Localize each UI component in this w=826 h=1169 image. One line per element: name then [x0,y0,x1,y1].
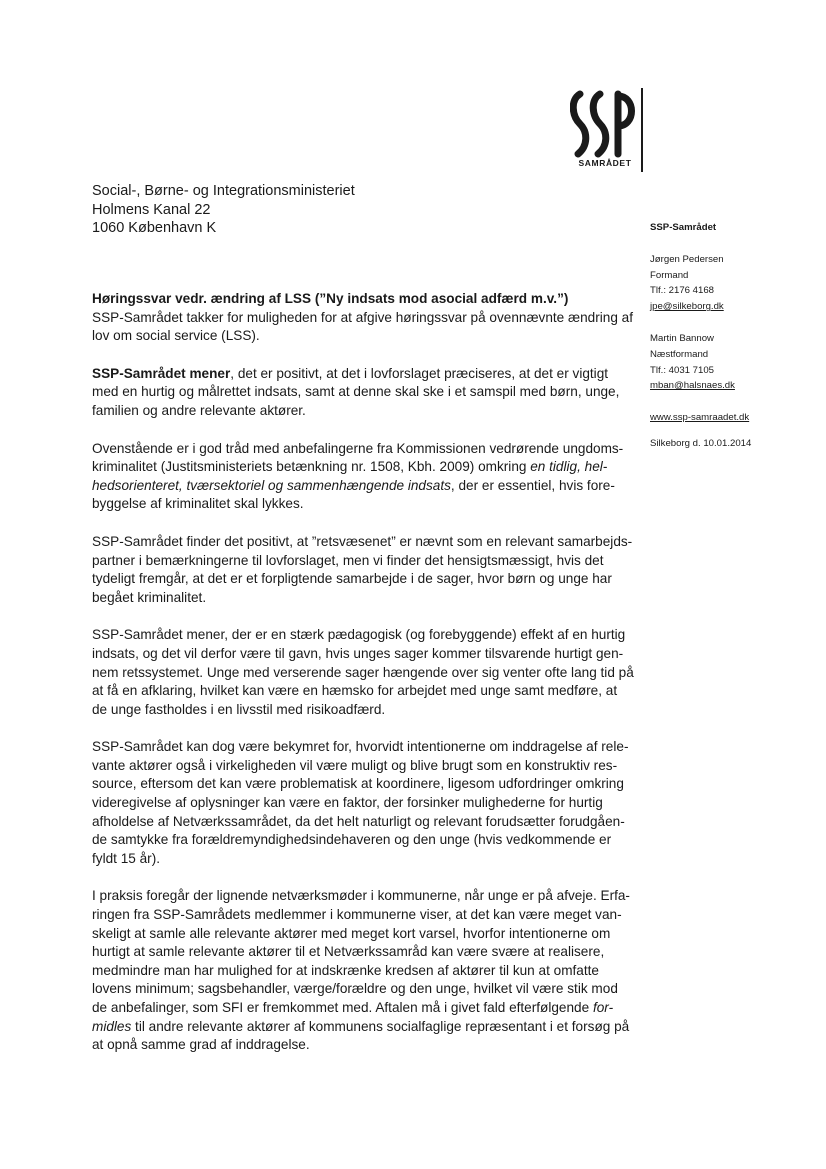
contact-role: Formand [650,269,689,281]
text-line: source, eftersom det kan være problematisk at koordinere, ligesom udfordringer omkring [92,776,624,792]
text-line: partner i bemærkningerne til lovforslaget, men vi finder det hensigtsmæssigt, hvis det [92,552,604,568]
contact-role: Næstformand [650,348,709,360]
text-line: at få en afklaring, hvilket kan være en hæmsko for arbejdet med unge samt medføre, at [92,683,618,699]
text-line: ringen fra SSP-Samrådets medlemmer i kommunerne viser, at det kan være meget van- [92,907,622,923]
italic-run: midles [92,1018,132,1034]
text-line [92,477,632,496]
text-line: afholdelse af Netværkssamrådet, da det helt naturligt og relevant forudsætter forudgåen- [92,813,625,829]
text-line: tydeligt fremgår, at det er et forpligtende samarbejde i de sager, hvor børn og unge har [92,571,612,587]
bold-lead: SSP-Samrådet mener [92,365,231,381]
recipient-line: Social-, Børne- og Integrationsministeriet [92,183,355,199]
text-line: indsats, og det vil derfor være til gavn, hvis unges sager kommer tilsvarende hurtigt gen- [92,645,624,661]
contact-email-link[interactable]: jpe@silkeborg.dk [650,301,724,313]
text-line: skeligt at samle alle relevante aktører med meget kort varsel, hvorfor intentionerne om [92,925,611,941]
text-line: fyldt 15 år). [92,850,160,866]
website-link[interactable]: www.ssp-samraadet.dk [650,412,750,424]
paragraph-5 [92,738,632,868]
letter-date: Silkeborg d. 10.01.2014 [650,437,752,449]
spacer [650,315,820,331]
paragraph-1 [92,365,632,421]
italic-run: en tidlig, hel- [530,459,608,475]
contact-name: Jørgen Pedersen [650,253,724,265]
italic-run: for- [592,1000,614,1015]
ssp-logo-mark [570,86,640,158]
contact-email-link[interactable]: mban@halsnaes.dk [650,380,735,392]
contact-phone: Tlf.: 4031 7105 [650,364,715,376]
text-run: kriminalitet (Justitsministeriets betænkning nr. 1508, Kbh. 2009) omkring [92,459,531,475]
text-line: de samtykke fra forældremyndighedsindehaveren og den unge (hvis vedkommende er [92,832,612,848]
paragraph-6 [92,887,632,1054]
text-run: , der er essentiel, hvis fore- [450,477,615,493]
text-line [92,999,632,1018]
italic-run: hedsorienteret, tværsektoriel og sammenhængende indsats [92,477,451,493]
contact-phone: Tlf.: 2176 4168 [650,285,715,297]
text-line: Ovenstående er i god tråd med anbefalingerne fra Kommissionen vedrørende ungdoms- [92,440,624,456]
text-line: SSP-Samrådet takker for muligheden for at afgive høringssvar på ovennævnte ændring af [92,309,634,325]
paragraph-4 [92,626,632,719]
text-line: I praksis foregår der lignende netværksmøder i kommunerne, når unge er på afveje. Erfa- [92,888,630,904]
contact-name: Martin Bannow [650,332,714,344]
text-line: at opnå samme grad af inddragelse. [92,1037,310,1053]
spacer [650,394,820,410]
letter-body [92,290,632,1074]
text-line: medmindre man har mulighed for at indskrænke kredsen af aktører til kun at omfatte [92,962,599,978]
intro-paragraph [92,290,632,346]
recipient-address [92,182,355,238]
logo-subtitle: SAMRÅDET [578,158,632,168]
text-run: , det er positivt, at det i lovforslaget præciseres, at det er vigtigt [230,365,609,381]
text-run: de anbefalinger, som SFI er fremkommet med. Aftalen må i givet fald efterfølgende [92,1000,593,1015]
text-line: med en hurtig og målrettet indsats, samt at denne skal ske i et samspil med børn, unge, [92,384,620,400]
text-line: videregivelse af oplysninger kan være en faktor, der forsinker mulighederne for hurtig [92,795,603,811]
text-run: til andre relevante aktører af kommunens socialfaglige repræsentant i et forsøg på [131,1018,630,1034]
letter-title: Høringssvar vedr. ændring af LSS (”Ny indsats mod asocial adfærd m.v.”) [92,291,569,306]
text-line: byggelse af kriminalitet skal lykkes. [92,496,304,512]
text-line: familien og andre relevante aktører. [92,402,306,418]
paragraph-2 [92,440,632,514]
recipient-line: Holmens Kanal 22 [92,201,211,218]
text-line [92,1018,632,1037]
text-line: lovens minimum; sagsbehandler, værge/forældre og den unge, hvilket vil være stik mod [92,981,618,997]
paragraph-3 [92,533,632,607]
sender-org: SSP-Samrådet [650,222,717,233]
text-line: nem retssystemet. Unge med verserende sager hængende over sig venter ofte lang tid på [92,664,634,680]
recipient-line: 1060 København K [92,220,217,236]
text-line: begået kriminalitet. [92,589,207,605]
spacer [650,426,820,436]
text-line: de unge fastholdes i en livsstil med risikoadfærd. [92,701,386,717]
text-line: SSP-Samrådet finder det positivt, at ”retsvæsenet” er nævnt som en relevant samarbejds- [92,533,633,549]
text-line: hurtigt at samle relevante aktører til et Netværkssamråd kan være svære at realisere, [92,944,605,960]
text-line [92,458,632,477]
text-line: SSP-Samrådet mener, der er en stærk pædagogisk (og forebyggende) effekt af en hurtig [92,627,626,643]
text-line: lov om social service (LSS). [92,328,260,344]
text-line: vante aktører også i virkeligheden vil være muligt og blive brugt som en konstruktiv res- [92,757,618,773]
text-line: SSP-Samrådet kan dog være bekymret for, hvorvidt intentionerne om inddragelse af rele- [92,739,629,755]
sender-sidebar [650,220,820,452]
text-line [92,365,632,384]
letterhead-divider [641,88,643,172]
